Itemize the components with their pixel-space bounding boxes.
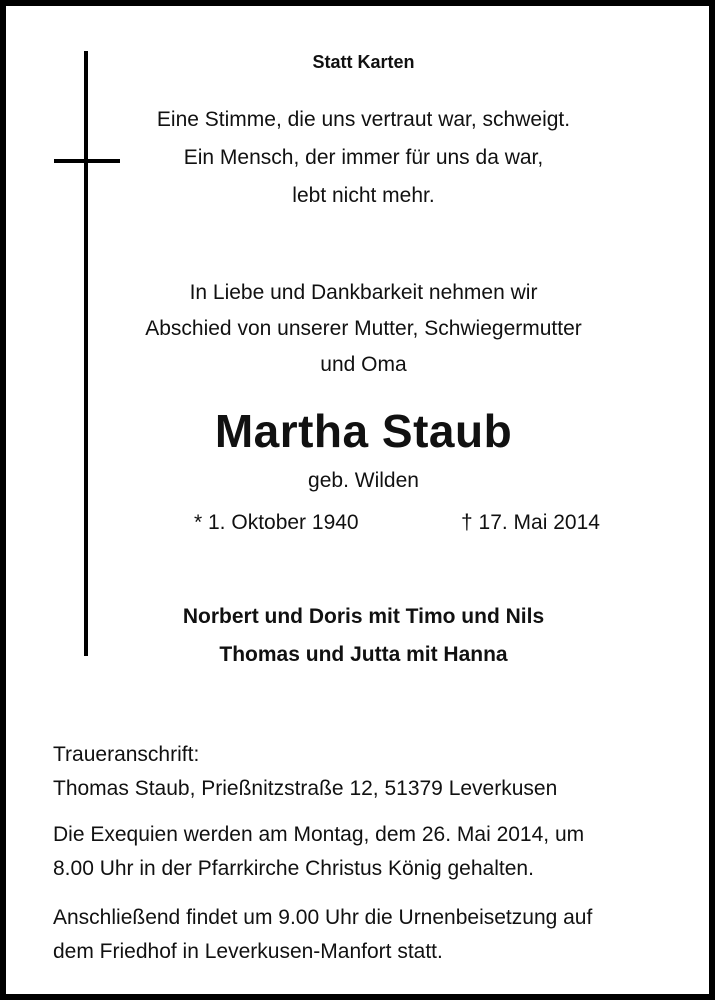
burial-info — [53, 901, 683, 969]
service-line: 8.00 Uhr in der Pfarrkirche Christus König gehalten. — [53, 857, 534, 880]
address-text: Thomas Staub, Prießnitzstraße 12, 51379 Leverkusen — [53, 777, 558, 800]
death-date: † 17. Mai 2014 — [461, 511, 600, 534]
service-info — [53, 818, 683, 886]
family-line: Thomas und Jutta mit Hanna — [219, 643, 508, 666]
address-label: Traueranschrift: — [53, 743, 200, 766]
poem — [6, 101, 715, 215]
poem-line: lebt nicht mehr. — [292, 184, 435, 207]
deceased-name: Martha Staub — [214, 405, 513, 457]
service-line: Die Exequien werden am Montag, dem 26. Mai 2014, um — [53, 823, 585, 846]
family-line: Norbert und Doris mit Timo und Nils — [182, 605, 545, 628]
intro-line: In Liebe und Dankbarkeit nehmen wir — [189, 281, 538, 304]
notice-heading: Statt Karten — [312, 52, 415, 72]
birth-date: * 1. Oktober 1940 — [194, 511, 359, 534]
intro-text — [6, 275, 715, 383]
maiden-name: geb. Wilden — [308, 469, 419, 492]
intro-line: Abschied von unserer Mutter, Schwiegermutter — [145, 317, 582, 340]
intro-line: und Oma — [320, 353, 407, 376]
burial-line: dem Friedhof in Leverkusen-Manfort statt. — [53, 940, 443, 963]
poem-line: Eine Stimme, die uns vertraut war, schweigt. — [156, 108, 571, 131]
burial-line: Anschließend findet um 9.00 Uhr die Urnenbeisetzung auf — [53, 906, 593, 929]
poem-line: Ein Mensch, der immer für uns da war, — [183, 146, 544, 169]
family-names — [6, 598, 715, 674]
mourning-address — [53, 738, 683, 806]
